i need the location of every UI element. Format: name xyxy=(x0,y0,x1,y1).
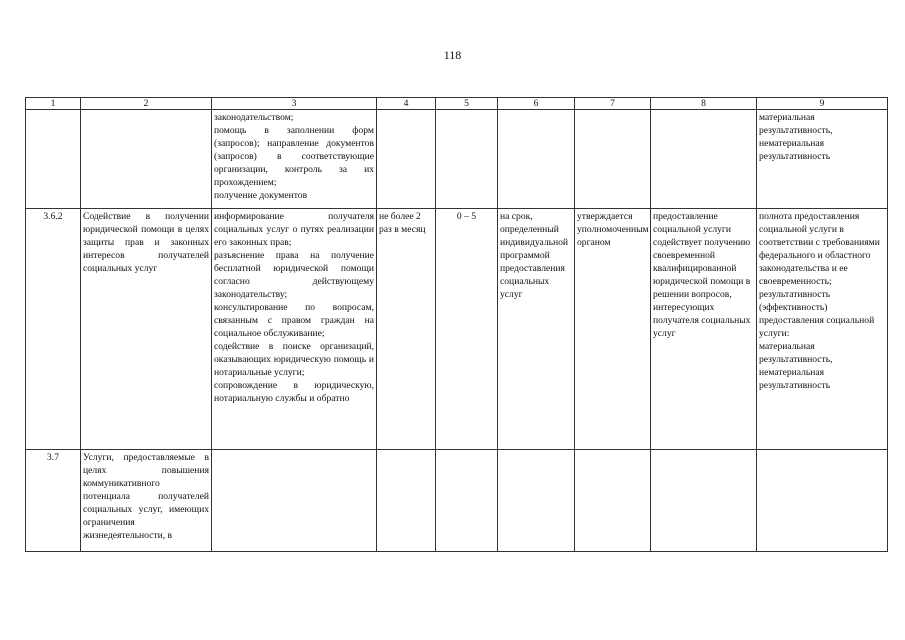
row-number-cell xyxy=(26,110,81,209)
quality-indicators-cell: полнота предоставления социальной услуги в соответствии с требованиями федерального и областного законодательства и ее своевременность; результативность (эффективность) предоставления социальной услуги: материальная результативность, нематериальная результативность xyxy=(757,209,888,450)
service-name-cell xyxy=(81,110,212,209)
tariff-cell xyxy=(575,450,651,552)
header-cell: 6 xyxy=(498,98,575,110)
duration-cell: 0 – 5 xyxy=(436,209,498,450)
header-row xyxy=(26,98,888,110)
table-row xyxy=(26,450,888,552)
header-cell: 4 xyxy=(377,98,436,110)
frequency-cell: не более 2 раз в месяц xyxy=(377,209,436,450)
services-table xyxy=(25,97,888,552)
tariff-cell xyxy=(575,110,651,209)
quality-indicators-cell: материальная результативность, нематериальная результативность xyxy=(757,110,888,209)
service-description-cell: информирование получателя социальных услуг о путях реализации его законных прав; разъяснение права на получение бесплатной юридической помощи согласно действующему законодательству; консультирование по вопросам, связанным с правом граждан на социальное обслуживание; содействие в поиске организаций, оказывающих юридическую помощь и нотариальные услуги; сопровождение в юридическую, нотариальную службы и обратно xyxy=(212,209,377,450)
service-description-cell xyxy=(212,450,377,552)
header-cell: 7 xyxy=(575,98,651,110)
frequency-cell xyxy=(377,110,436,209)
conditions-cell xyxy=(651,110,757,209)
header-cell: 2 xyxy=(81,98,212,110)
header-cell: 1 xyxy=(26,98,81,110)
service-name-cell: Услуги, предоставляемые в целях повышения коммуникативного потенциала получателей социальных услуг, имеющих ограничения жизнедеятельности, в xyxy=(81,450,212,552)
row-number-cell: 3.6.2 xyxy=(26,209,81,450)
row-number-cell: 3.7 xyxy=(26,450,81,552)
header-cell: 5 xyxy=(436,98,498,110)
term-cell: на срок, определенный индивидуальной программой предоставления социальных услуг xyxy=(498,209,575,450)
quality-indicators-cell xyxy=(757,450,888,552)
page-number: 118 xyxy=(443,48,462,62)
header-cell: 3 xyxy=(212,98,377,110)
frequency-cell xyxy=(377,450,436,552)
table-row xyxy=(26,110,888,209)
header-cell: 8 xyxy=(651,98,757,110)
term-cell xyxy=(498,110,575,209)
header-cell: 9 xyxy=(757,98,888,110)
tariff-cell: утверждается уполномоченным органом xyxy=(575,209,651,450)
duration-cell xyxy=(436,110,498,209)
table-row xyxy=(26,209,888,450)
service-name-cell: Содействие в получении юридической помощи в целях защиты прав и законных интересов получателей социальных услуг xyxy=(81,209,212,450)
conditions-cell: предоставление социальной услуги содействует получению своевременной квалифицированной юридической помощи в решении вопросов, интересующих получателя социальных услуг xyxy=(651,209,757,450)
term-cell xyxy=(498,450,575,552)
service-description-cell: законодательством; помощь в заполнении форм (запросов); направление документов (запросов) в соответствующие организации, контроль за их прохождением; получение документов xyxy=(212,110,377,209)
duration-cell xyxy=(436,450,498,552)
conditions-cell xyxy=(651,450,757,552)
